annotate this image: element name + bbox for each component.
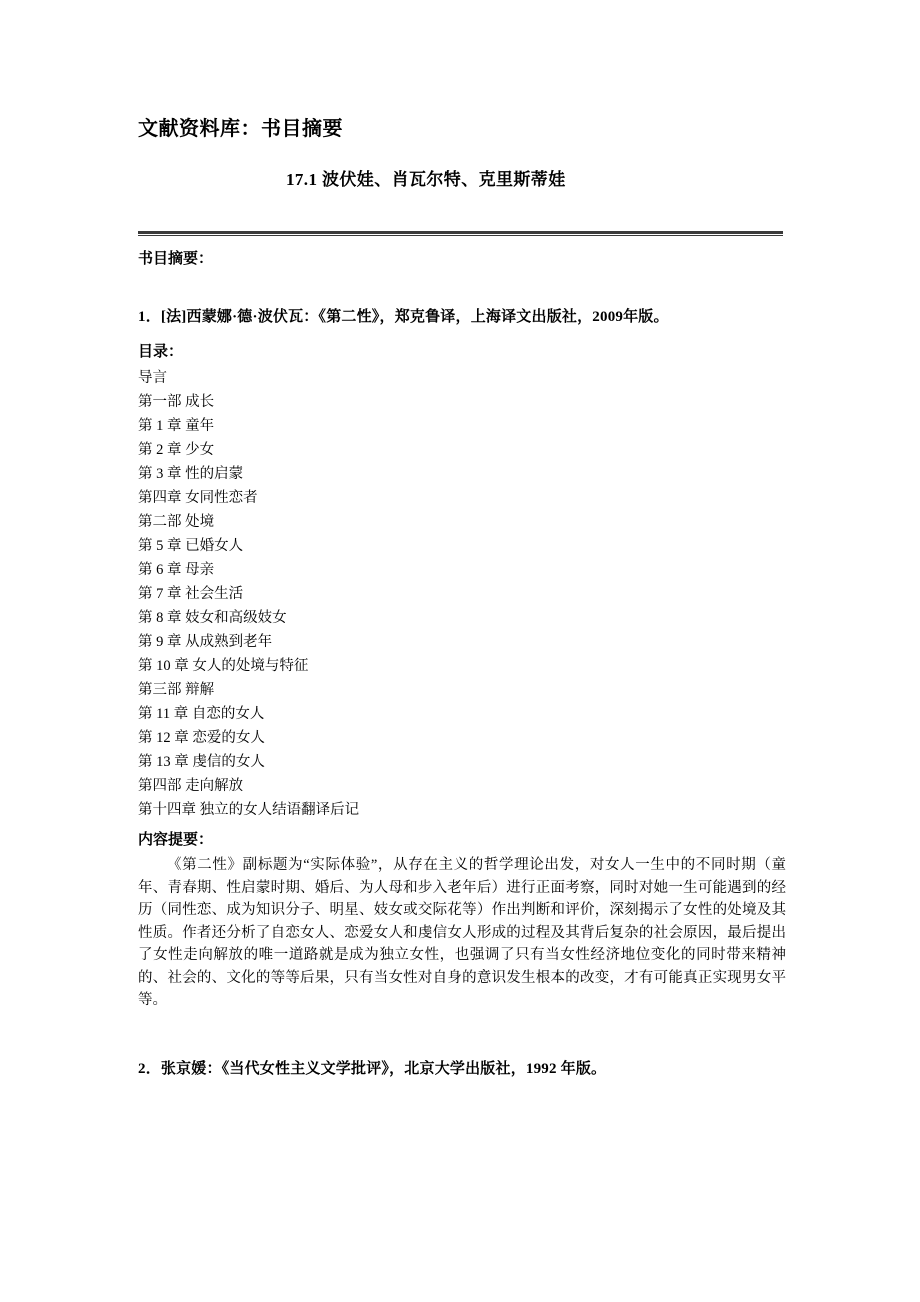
list-item: 第 3 章 性的启蒙 bbox=[138, 466, 244, 482]
list-item: 第 2 章 少女 bbox=[138, 442, 215, 458]
list-item: 第 9 章 从成熟到老年 bbox=[138, 634, 273, 650]
toc-heading: 目录： bbox=[138, 344, 184, 360]
list-item: 第 7 章 社会生活 bbox=[138, 586, 244, 602]
list-item: 第 13 章 虔信的女人 bbox=[138, 754, 265, 770]
page-title: 文献资料库：书目摘要 bbox=[138, 118, 343, 140]
list-item: 第四部 走向解放 bbox=[138, 778, 244, 794]
list-item: 第 6 章 母亲 bbox=[138, 562, 215, 578]
bibliography-entry-1 bbox=[138, 270, 786, 334]
document-content bbox=[138, 0, 786, 1086]
entry-number: 2． bbox=[138, 1060, 161, 1077]
entry-citation: 张京媛：《当代女性主义文学批评》，北京大学出版社，1992 年版。 bbox=[160, 1060, 607, 1077]
entry-citation: [法]西蒙娜·德·波伏瓦：《第二性》，郑克鲁译，上海译文出版社，2009年版。 bbox=[160, 309, 669, 325]
list-item: 导言 bbox=[138, 370, 167, 386]
list-item: 第 5 章 已婚女人 bbox=[138, 538, 244, 554]
list-item: 第 8 章 妓女和高级妓女 bbox=[138, 610, 287, 626]
list-item: 第二部 处境 bbox=[138, 514, 215, 530]
abstract-heading: 内容提要： bbox=[138, 832, 214, 848]
bibliography-entry-2 bbox=[138, 1012, 786, 1086]
list-item: 第三部 辩解 bbox=[138, 682, 215, 698]
list-item: 第一部 成长 bbox=[138, 394, 215, 410]
abstract-paragraph: 《第二性》副标题为“实际体验”，从存在主义的哲学理论出发，对女人一生中的不同时期（童年、青春期、性启蒙时期、婚后、为人母和步入老年后）进行正面考察，同时对她一生可能遇到的经历（同性恋、成为知识分子、明星、妓女或交际花等）作出判断和评价，深刻揭示了女性的处境及其性质。作者还分析了自恋女人、恋爱女人和虔信女人形成的过程及其背后复杂的社会原因，最后提出了女性走向解放的唯一道路就是成为独立女性，也强调了只有当女性经济地位变化的同时带来精神的、社会的、文化的等等后果，只有当女性对自身的意识发生根本的改变，才有可能真正实现男女平等。 bbox=[138, 857, 786, 1008]
page-subtitle: 17.1 波伏娃、肖瓦尔特、克里斯蒂娃 bbox=[286, 170, 566, 189]
list-item: 第 11 章 自恋的女人 bbox=[138, 706, 265, 722]
list-item: 第十四章 独立的女人结语翻译后记 bbox=[138, 802, 360, 818]
list-item: 第四章 女同性恋者 bbox=[138, 490, 258, 506]
list-item: 第 1 章 童年 bbox=[138, 418, 215, 434]
list-item: 第 12 章 恋爱的女人 bbox=[138, 730, 265, 746]
entry-number: 1． bbox=[138, 309, 161, 325]
list-item: 第 10 章 女人的处境与特征 bbox=[138, 658, 309, 674]
section-label: 书目摘要： bbox=[138, 251, 214, 267]
table-of-contents bbox=[138, 364, 786, 822]
